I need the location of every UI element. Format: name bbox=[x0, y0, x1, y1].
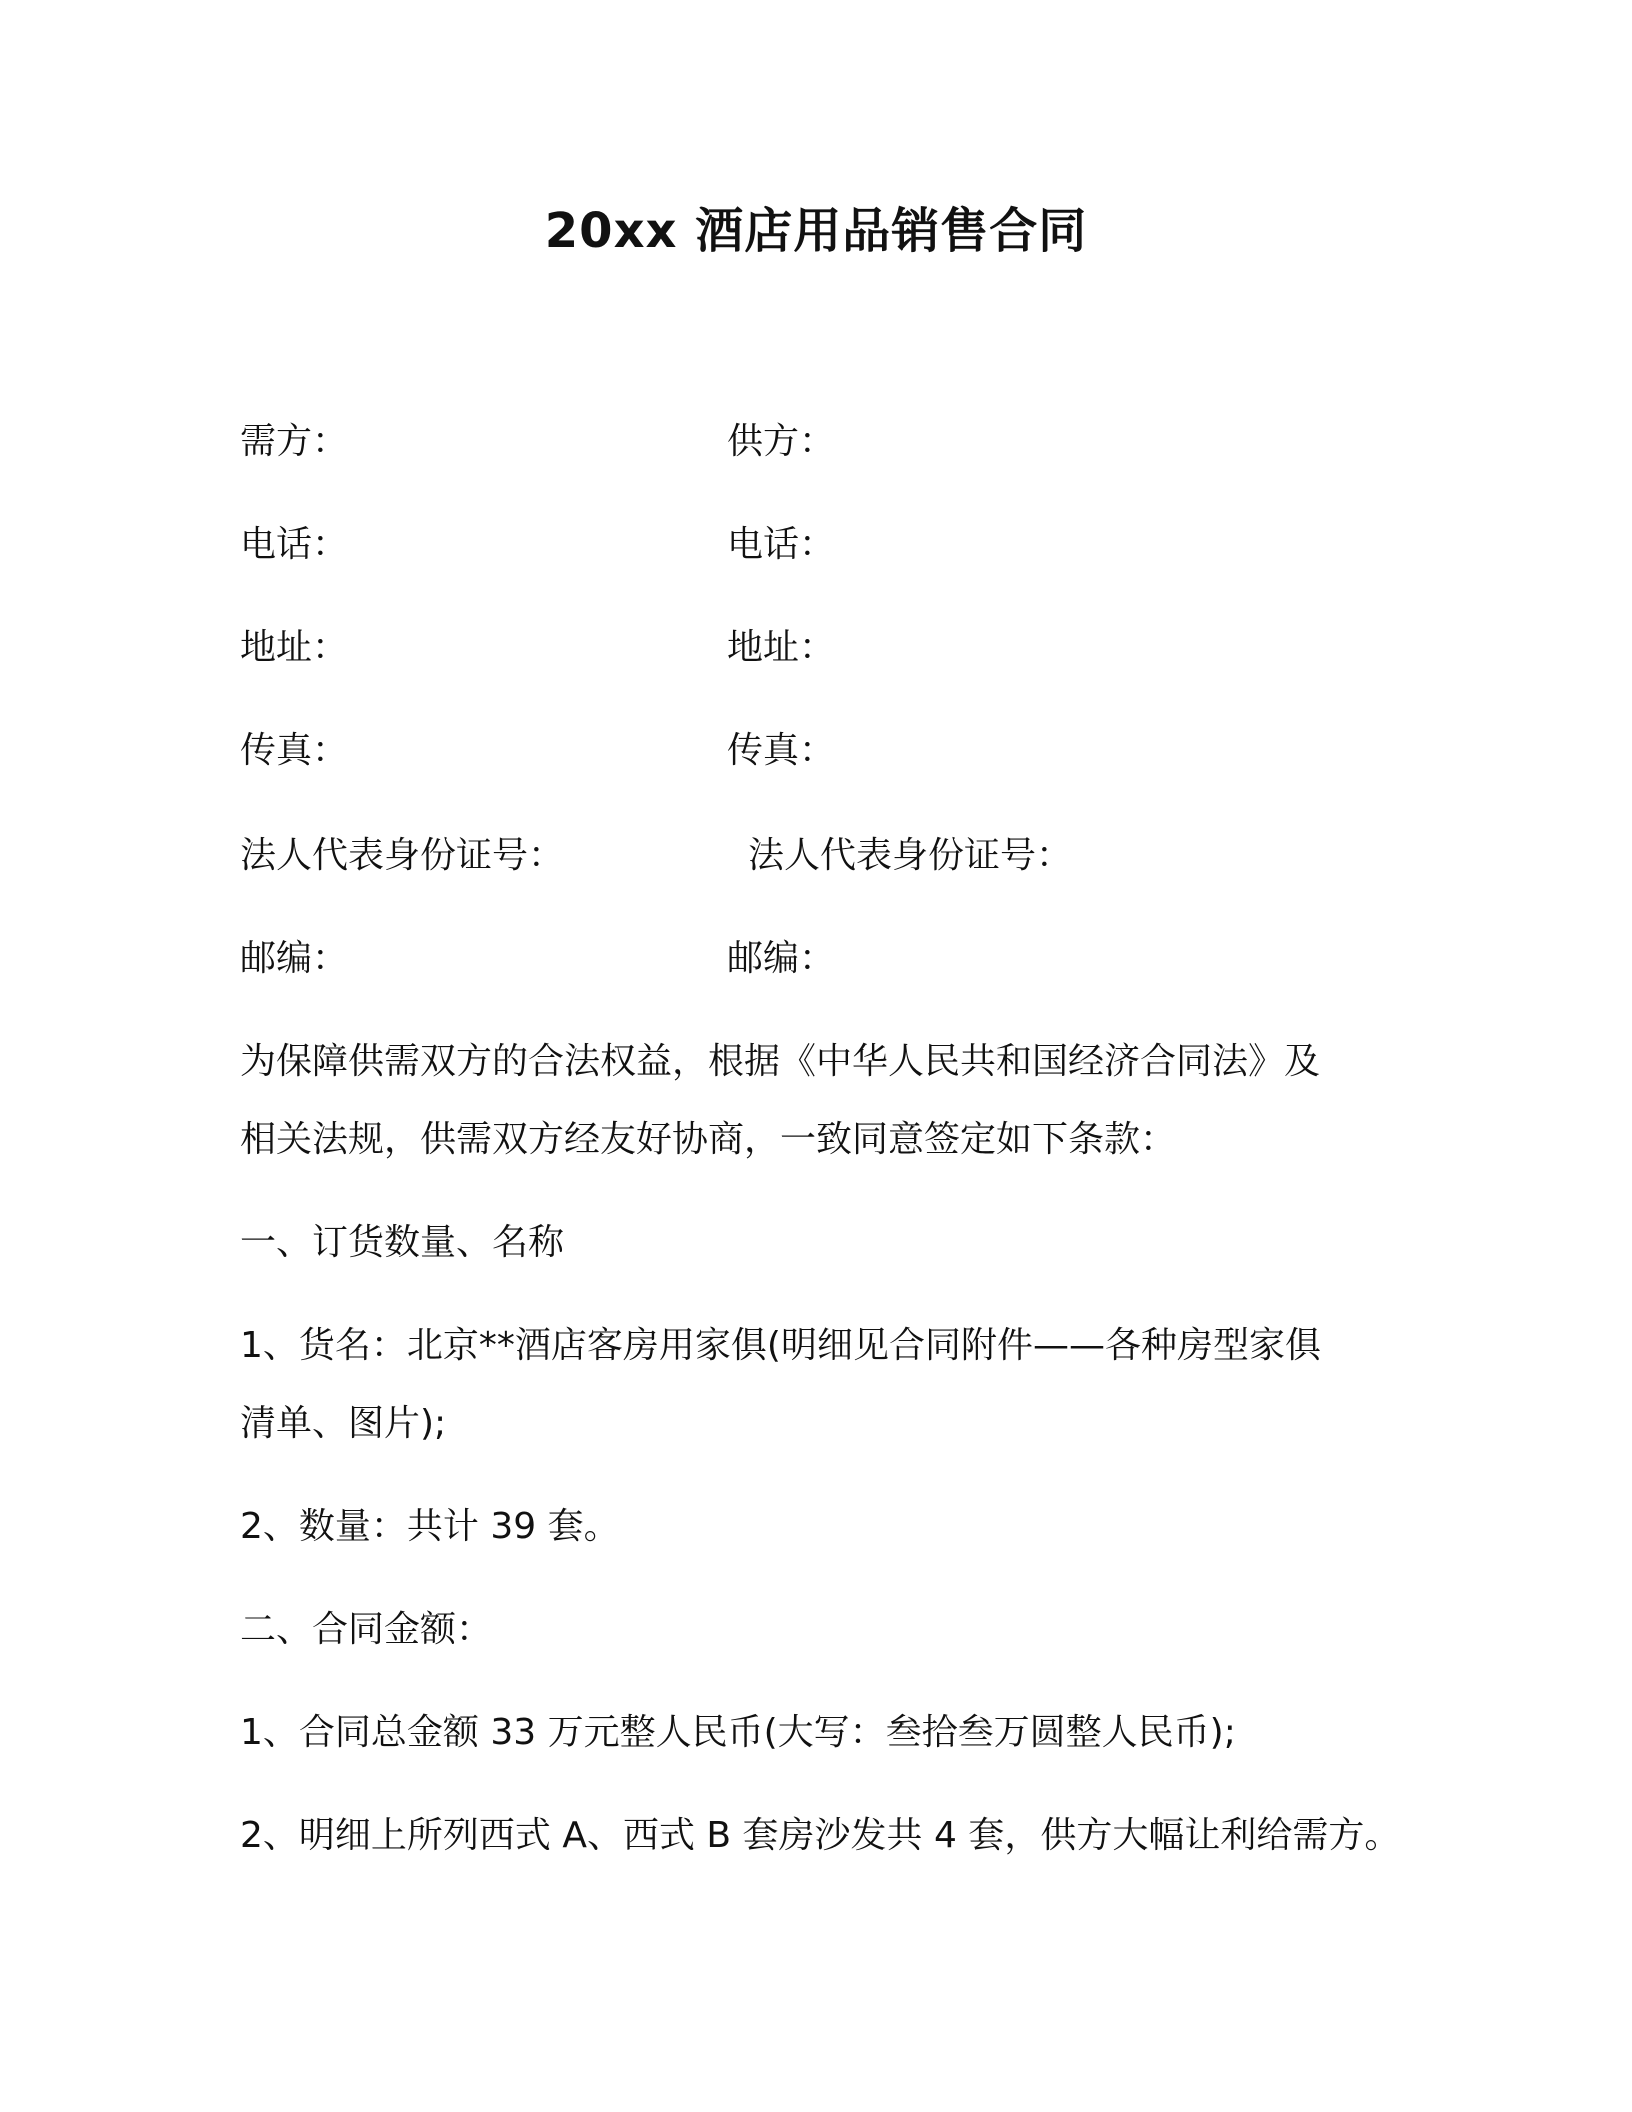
preamble-line-2: 相关法规，供需双方经友好协商，一致同意签定如下条款： bbox=[240, 1119, 1177, 1160]
supply-fax-label: 传真： bbox=[727, 730, 836, 771]
demand-legal-id-label: 法人代表身份证号： bbox=[240, 835, 565, 876]
section-1-item-2: 2、数量：共计 39 套。 bbox=[240, 1506, 620, 1547]
demand-postcode-label: 邮编： bbox=[240, 938, 349, 979]
document-title: 20xx 酒店用品销售合同 bbox=[544, 203, 1088, 259]
supply-legal-id-label: 法人代表身份证号： bbox=[748, 835, 1073, 876]
demand-party-label: 需方： bbox=[240, 421, 349, 462]
section-2-item-2: 2、明细上所列西式 A、西式 B 套房沙发共 4 套，供方大幅让利给需方。 bbox=[240, 1815, 1401, 1856]
supply-address-label: 地址： bbox=[727, 627, 836, 668]
section-1-item-1-line-1: 1、货名：北京**酒店客房用家俱(明细见合同附件——各种房型家俱 bbox=[240, 1325, 1321, 1366]
section-1-item-1-line-2: 清单、图片); bbox=[240, 1403, 447, 1444]
supply-postcode-label: 邮编： bbox=[727, 938, 836, 979]
section-2-heading: 二、合同金额： bbox=[240, 1609, 493, 1650]
supply-party-label: 供方： bbox=[727, 421, 836, 462]
demand-fax-label: 传真： bbox=[240, 730, 349, 771]
demand-address-label: 地址： bbox=[240, 627, 349, 668]
demand-phone-label: 电话： bbox=[240, 524, 349, 565]
preamble-line-1: 为保障供需双方的合法权益，根据《中华人民共和国经济合同法》及 bbox=[240, 1041, 1321, 1082]
supply-phone-label: 电话： bbox=[727, 524, 836, 565]
section-1-heading: 一、订货数量、名称 bbox=[240, 1222, 565, 1263]
section-2-item-1: 1、合同总金额 33 万元整人民币(大写：叁拾叁万圆整人民币); bbox=[240, 1712, 1236, 1753]
